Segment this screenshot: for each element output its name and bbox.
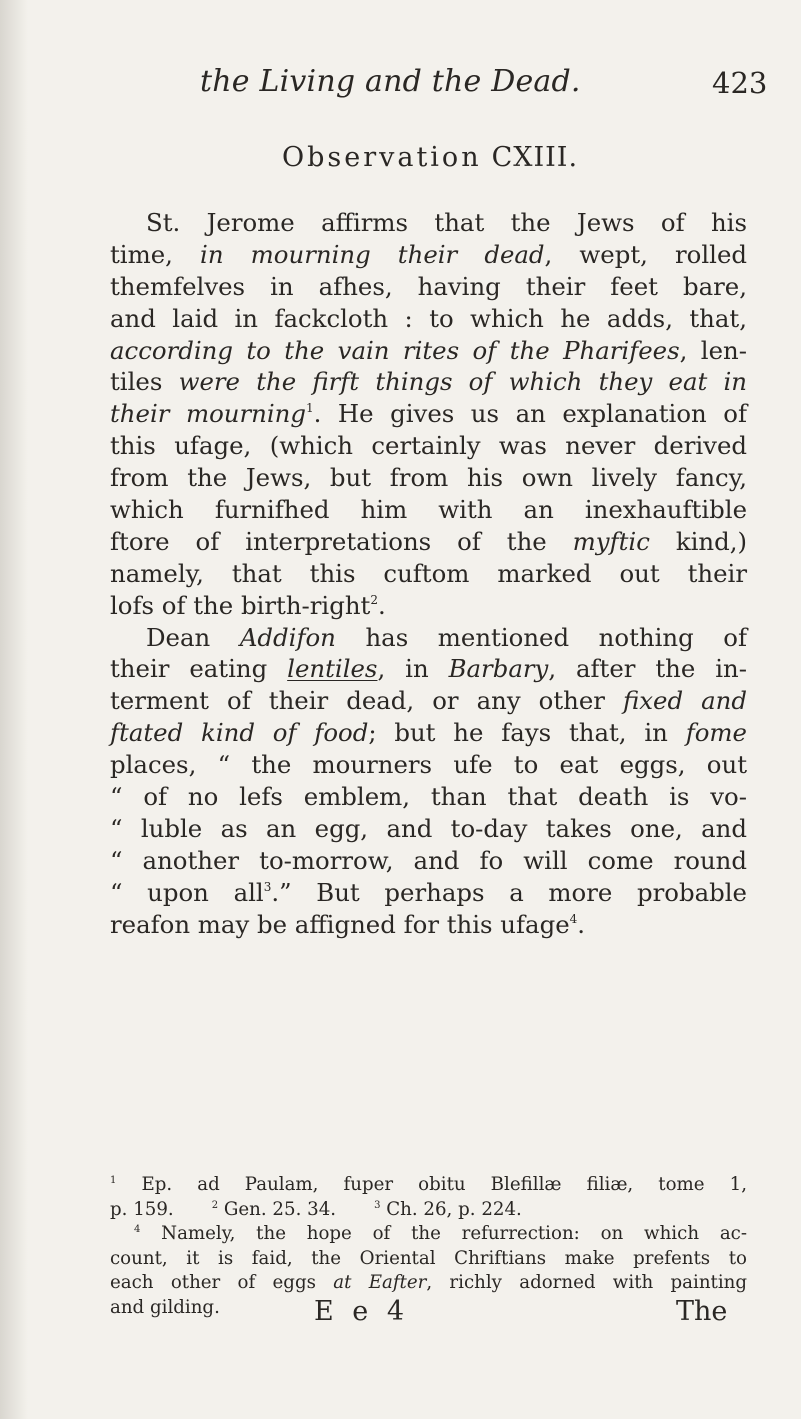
- text-run: and laid in fackcloth : to which he adds, that,: [110, 303, 747, 333]
- italic-text: Barbary: [448, 654, 549, 684]
- text-line: [110, 239, 747, 271]
- text-line: [110, 685, 747, 717]
- footnote-line: [110, 1271, 747, 1296]
- italic-text: myftic: [572, 526, 650, 556]
- footnote-ref: 4: [569, 911, 578, 926]
- footnote-text: and gilding.: [110, 1296, 220, 1318]
- text-line: [110, 717, 747, 749]
- text-line: [110, 781, 747, 813]
- text-run: “ of no lefs emblem, than that death is vo-: [110, 782, 747, 812]
- footnote-marker: 1: [110, 1175, 117, 1186]
- text-run: namely, that this cuftom marked out their: [110, 558, 747, 588]
- text-run: their eating: [110, 654, 288, 684]
- footnote-text: count, it is faid, the Oriental Chriftians make prefents to: [110, 1247, 747, 1269]
- text-line: [110, 749, 747, 781]
- text-run: “ another to-morrow, and fo will come round: [110, 845, 747, 875]
- text-run: . He gives us an explanation of: [313, 399, 747, 429]
- text-line: [110, 653, 747, 685]
- italic-text: were the firft things of which they eat in: [178, 367, 748, 397]
- footnote-line: [110, 1247, 747, 1272]
- text-run: St. Jerome affirms that the Jews of his: [146, 208, 747, 237]
- text-run: .: [378, 590, 386, 620]
- text-line: [110, 335, 747, 367]
- text-run: , len-: [679, 335, 747, 365]
- text-run: Dean: [146, 622, 240, 652]
- observation-heading: [110, 142, 750, 173]
- text-run: has mentioned nothing of: [335, 622, 747, 652]
- text-line: [110, 590, 747, 622]
- text-run: time,: [110, 239, 201, 269]
- footnote-line: [110, 1296, 747, 1321]
- text-line: [110, 622, 747, 654]
- text-run: lofs of the birth-right: [110, 590, 371, 620]
- text-run: , in: [377, 654, 449, 684]
- italic-text: according to the vain rites of the Pharifees: [110, 335, 680, 365]
- footnote-line: [110, 1222, 747, 1247]
- text-line: [110, 526, 747, 558]
- italic-text: fixed and: [623, 686, 747, 716]
- observation-number: CXIII.: [491, 142, 579, 173]
- footnote-text: Ch. 26, p. 224.: [380, 1198, 522, 1220]
- text-line: [110, 366, 747, 398]
- footnote-ref: 1: [305, 401, 314, 416]
- text-line: [110, 398, 747, 430]
- italic-text: in mourning their dead: [200, 239, 545, 269]
- footnote-ref: 2: [370, 592, 378, 607]
- text-run: .” But perhaps a more probable: [271, 877, 747, 907]
- footnote-line: [110, 1198, 747, 1223]
- text-run: from the Jews, but from his own lively fancy,: [110, 463, 747, 493]
- text-line: [110, 462, 747, 494]
- text-line: [110, 877, 747, 909]
- footnote-marker: 2: [211, 1199, 219, 1211]
- text-run: terment of their dead, or any other: [110, 686, 623, 716]
- text-line: [110, 271, 747, 303]
- text-line: [110, 303, 747, 335]
- text-line: [110, 845, 747, 877]
- text-line: [110, 558, 747, 590]
- footnote-line: [110, 1173, 747, 1198]
- text-run: themfelves in afhes, having their feet bare,: [110, 271, 747, 301]
- text-run: kind,): [649, 526, 747, 556]
- footnote-marker: 4: [134, 1224, 141, 1236]
- footnote-text: each other of eggs: [110, 1272, 334, 1294]
- footnote-text: Gen. 25. 34.: [218, 1198, 337, 1220]
- signature-mark: E e 4: [314, 1296, 410, 1327]
- text-line: [110, 207, 747, 239]
- footnote-ref: 3: [263, 879, 272, 894]
- text-run: “ luble as an egg, and to-day takes one, and: [110, 813, 747, 843]
- text-line: [110, 430, 747, 462]
- footnote-text: , richly adorned with painting: [426, 1272, 748, 1294]
- text-run: places, “ the mourners ufe to eat eggs, out: [110, 750, 747, 780]
- text-run: which furnifhed him with an inexhauftible: [110, 495, 747, 525]
- text-run: ; but he fays that, in: [368, 718, 686, 748]
- text-run: reafon may be affigned for this ufage: [110, 909, 570, 939]
- catchword: The: [676, 1296, 728, 1327]
- text-line: [110, 494, 747, 526]
- text-run: ftore of interpretations of the: [110, 526, 573, 556]
- footnote-text: p. 159.: [110, 1198, 174, 1220]
- page-header: [150, 64, 790, 108]
- page-number: 423: [712, 66, 768, 100]
- observation-label: Observation: [281, 142, 482, 173]
- italic-text: their mourning: [110, 399, 306, 429]
- text-run: “ upon all: [110, 877, 264, 907]
- italic-text: at Eafter: [333, 1272, 427, 1294]
- running-title: the Living and the Dead.: [200, 64, 581, 99]
- text-run: , wept, rolled: [544, 239, 748, 269]
- page-gutter-shadow: [0, 0, 28, 1419]
- italic-text: fome: [685, 718, 747, 748]
- text-run: , after the in-: [548, 654, 747, 684]
- footnote-text: Namely, the hope of the refurrection: on which ac-: [140, 1223, 747, 1245]
- text-run: tiles: [110, 367, 179, 397]
- italic-text: Addifon: [239, 622, 336, 652]
- footnote-marker: 3: [374, 1199, 381, 1211]
- text-line: [110, 813, 747, 845]
- text-run: this ufage, (which certainly was never derived: [110, 431, 747, 461]
- italic-underlined-text: lentiles: [287, 654, 378, 684]
- text-line: [110, 909, 747, 941]
- text-run: .: [577, 909, 586, 939]
- footnotes: [110, 1173, 747, 1321]
- italic-text: ftated kind of food: [110, 718, 369, 748]
- footnote-text: Ep. ad Paulam, fuper obitu Blefillæ filiæ, tome 1,: [116, 1174, 747, 1195]
- body-text: [110, 207, 747, 940]
